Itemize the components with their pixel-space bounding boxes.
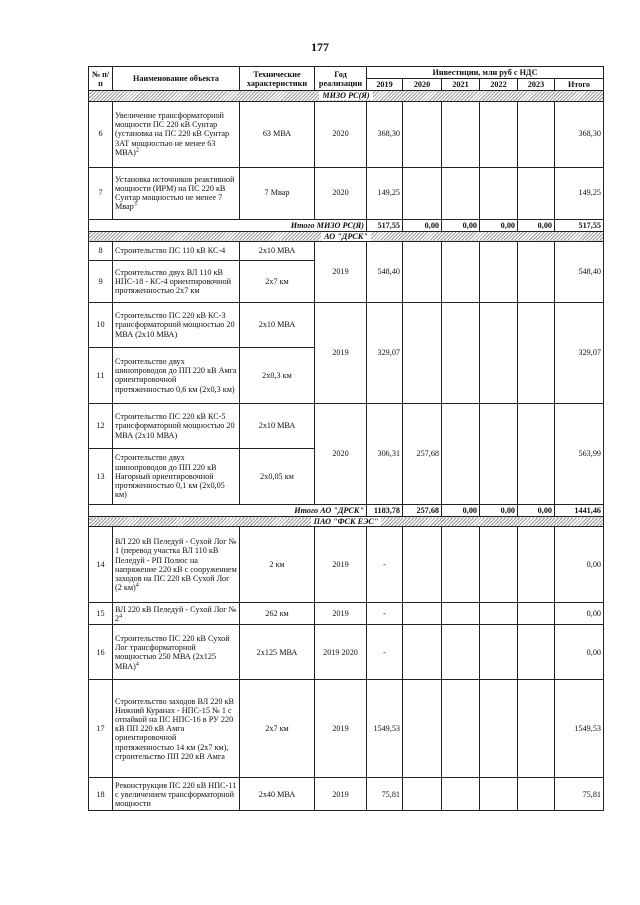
row-num: 17 — [89, 680, 113, 778]
group-year: 2020 — [315, 403, 367, 504]
header-name: Наименование объекта — [113, 67, 240, 91]
row-v2019: 75,81 — [367, 778, 403, 811]
total-2020: 0,00 — [403, 219, 442, 231]
row-name-cell — [113, 625, 240, 680]
row-v2019: - — [367, 625, 403, 680]
total-2022: 0,00 — [480, 219, 518, 231]
row-total: 368,30 — [555, 101, 604, 167]
table-row — [89, 603, 604, 625]
total-2019: 517,55 — [367, 219, 403, 231]
row-v2019: - — [367, 527, 403, 603]
row-tech: 2х10 МВА — [240, 302, 315, 347]
total-2020: 257,68 — [403, 504, 442, 516]
row-year: 2019 — [315, 603, 367, 625]
section-row — [89, 517, 604, 527]
footnote-mark: 4 — [119, 613, 123, 620]
total-sum: 517,55 — [555, 219, 604, 231]
table-row — [89, 527, 604, 603]
table-row — [89, 241, 604, 260]
header-total: Итого — [555, 79, 604, 91]
row-num: 12 — [89, 403, 113, 448]
row-name: Установка источников реактивной мощности (ИРМ) на ПС 220 кВ Сунтар мощностью не менее 7 Мвар — [115, 174, 235, 212]
table-row — [89, 403, 604, 448]
section-row — [89, 231, 604, 241]
row-num: 18 — [89, 778, 113, 811]
row-year: 2020 — [315, 101, 367, 167]
total-row — [89, 504, 604, 516]
page-number: 177 — [311, 40, 329, 54]
row-name: Увеличение трансформаторной мощности ПС 220 кВ Сунтар (установка на ПС 220 кВ Сунтар 3АТ мощностью не менее 63 МВА) — [115, 111, 230, 157]
table-row — [89, 680, 604, 778]
row-year: 2019 — [315, 527, 367, 603]
table-row — [89, 101, 604, 167]
table-row — [89, 167, 604, 219]
row-name: ВЛ 220 кВ Пеледуй - Сухой Лог № 1 (перевод участка ВЛ 110 кВ Пеледуй - РП Полюс на напряжение 220 кВ с сооружением заходов на ПС 220 кВ Сухой Лог (2 км) — [115, 537, 237, 593]
footnote-mark: 3 — [133, 201, 137, 208]
row-name: Строительство двух шинопроводов до ПП 220 кВ Нагорный ориентировочной протяженностью 0,1 км (2х0,05 км) — [113, 448, 240, 504]
row-name-cell — [113, 167, 240, 219]
row-num: 9 — [89, 260, 113, 302]
section-title: МИЗО РС(Я) — [319, 91, 372, 100]
header-2022: 2022 — [480, 79, 518, 91]
row-num: 16 — [89, 625, 113, 680]
row-num: 7 — [89, 167, 113, 219]
total-2019: 1183,78 — [367, 504, 403, 516]
table-row — [89, 778, 604, 811]
header-2019: 2019 — [367, 79, 403, 91]
row-year: 2019 2020 — [315, 625, 367, 680]
row-year: 2019 — [315, 680, 367, 778]
row-total: 0,00 — [555, 603, 604, 625]
row-num: 10 — [89, 302, 113, 347]
row-name: Строительство двух шинопроводов до ПП 220 кВ Амга ориентировочной протяженностью 0,6 км (2х0,3 км) — [113, 347, 240, 403]
row-tech: 7 Мвар — [240, 167, 315, 219]
section-row — [89, 91, 604, 101]
group-year: 2019 — [315, 302, 367, 403]
row-tech: 2х0,3 км — [240, 347, 315, 403]
row-name-cell — [113, 527, 240, 603]
total-2021: 0,00 — [442, 504, 480, 516]
header-tech: Технические характеристики — [240, 67, 315, 91]
row-name: Реконструкция ПС 220 кВ НПС-11 с увеличением трансформаторной мощности — [113, 778, 240, 811]
row-num: 6 — [89, 101, 113, 167]
total-label: Итого МИЗО РС(Я) — [89, 219, 367, 231]
header-invest: Инвестиции, млн руб с НДС — [367, 67, 604, 79]
header-row — [89, 67, 604, 79]
group-v2019: 329,07 — [367, 302, 403, 403]
row-tech: 2х125 МВА — [240, 625, 315, 680]
footnote-mark: 4 — [135, 660, 139, 667]
group-v2020: 257,68 — [403, 403, 442, 504]
table-row — [89, 302, 604, 347]
group-total: 329,07 — [555, 302, 604, 403]
row-name: Строительство ПС 110 кВ КС-4 — [113, 241, 240, 260]
group-v2019: 306,31 — [367, 403, 403, 504]
header-2021: 2021 — [442, 79, 480, 91]
group-v2019: 548,40 — [367, 241, 403, 302]
row-tech: 262 км — [240, 603, 315, 625]
row-num: 8 — [89, 241, 113, 260]
total-2022: 0,00 — [480, 504, 518, 516]
row-year: 2019 — [315, 778, 367, 811]
row-total: 75,81 — [555, 778, 604, 811]
row-name: Строительство ПС 220 кВ КС-3 трансформаторной мощностью 20 МВА (2х10 МВА) — [113, 302, 240, 347]
row-total: 0,00 — [555, 625, 604, 680]
row-name: Строительство заходов ВЛ 220 кВ Нижний Куранах - НПС-15 № 1 с отпайкой на ПС НПС-16 в РУ 220 кВ ПП 220 кВ Амга ориентировочной протяженностью 14 км (2х7 км), строительство ПП 220 кВ Амга — [113, 680, 240, 778]
row-tech: 2х10 МВА — [240, 241, 315, 260]
row-num: 14 — [89, 527, 113, 603]
total-2023: 0,00 — [518, 504, 555, 516]
row-v2019: 1549,53 — [367, 680, 403, 778]
section-title: ПАО "ФСК ЕЭС" — [311, 517, 382, 526]
footnote-mark: 4 — [135, 582, 139, 589]
header-2023: 2023 — [518, 79, 555, 91]
row-tech: 2х0,05 км — [240, 448, 315, 504]
total-2023: 0,00 — [518, 219, 555, 231]
total-sum: 1441,46 — [555, 504, 604, 516]
section-title: АО "ДРСК" — [321, 232, 371, 241]
row-year: 2020 — [315, 167, 367, 219]
row-name-cell — [113, 101, 240, 167]
row-name: Строительство ПС 220 кВ КС-5 трансформаторной мощностью 20 МВА (2х10 МВА) — [113, 403, 240, 448]
header-2020: 2020 — [403, 79, 442, 91]
header-year: Год реализации — [315, 67, 367, 91]
row-num: 11 — [89, 347, 113, 403]
row-tech: 63 МВА — [240, 101, 315, 167]
row-name-cell — [113, 603, 240, 625]
row-name: Строительство ПС 220 кВ Сухой Лог трансформаторной мощностью 250 МВА (2х125 МВА) — [115, 633, 230, 671]
total-2021: 0,00 — [442, 219, 480, 231]
row-tech: 2 км — [240, 527, 315, 603]
group-year: 2019 — [315, 241, 367, 302]
table-row — [89, 625, 604, 680]
row-total: 0,00 — [555, 527, 604, 603]
total-row — [89, 219, 604, 231]
row-tech: 2х40 МВА — [240, 778, 315, 811]
row-tech: 2х10 МВА — [240, 403, 315, 448]
investment-table — [88, 66, 604, 811]
group-total: 563,99 — [555, 403, 604, 504]
total-label: Итого АО "ДРСК" — [89, 504, 367, 516]
row-num: 13 — [89, 448, 113, 504]
row-total: 1549,53 — [555, 680, 604, 778]
row-tech: 2х7 км — [240, 680, 315, 778]
row-num: 15 — [89, 603, 113, 625]
row-v2019: 149,25 — [367, 167, 403, 219]
row-v2019: - — [367, 603, 403, 625]
row-total: 149,25 — [555, 167, 604, 219]
row-name: ВЛ 220 кВ Пеледуй - Сухой Лог № 2 — [115, 604, 237, 623]
footnote-mark: 2 — [135, 147, 139, 154]
header-num: № п/п — [89, 67, 113, 91]
row-v2019: 368,30 — [367, 101, 403, 167]
row-tech: 2х7 км — [240, 260, 315, 302]
group-total: 548,40 — [555, 241, 604, 302]
row-name: Строительство двух ВЛ 110 кВ НПС-18 - КС-4 ориентировочной протяженностью 2х7 км — [113, 260, 240, 302]
